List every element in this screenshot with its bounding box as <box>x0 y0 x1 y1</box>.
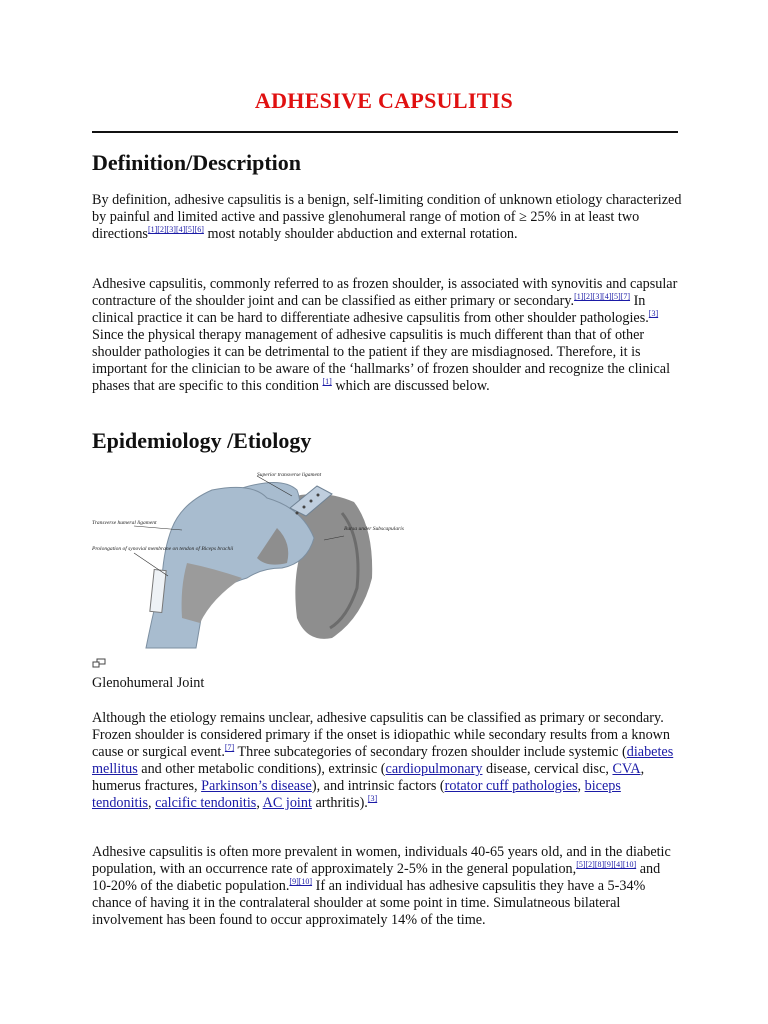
citation-link[interactable]: [7] <box>224 743 235 752</box>
text: , <box>577 778 585 794</box>
link-cva[interactable]: CVA <box>612 761 641 777</box>
citation-link[interactable]: [1] <box>322 377 332 386</box>
definition-heading: Definition/Description <box>92 150 301 175</box>
text: which are discussed below. <box>331 378 490 394</box>
text: Although the etiology remains unclear, adhesive capsulitis can be classified as primary or secondary. Frozen shoulder is considered primary if the onset is idiopathic while secondary results from a known cause or surgical event. <box>92 710 671 760</box>
text: Adhesive capsulitis, commonly referred to as frozen shoulder, is associated with synovitis and capsular contracture of the shoulder joint and can be classified as either primary or secondary. <box>92 276 678 309</box>
text: and other metabolic conditions), extrinsic ( <box>137 761 386 777</box>
epidemiology-heading: Epidemiology /Etiology <box>92 428 312 453</box>
citation-link[interactable]: [1][2][3][4][5][7] <box>574 292 631 301</box>
text: ), and intrinsic factors ( <box>311 778 445 794</box>
glenohumeral-joint-figure <box>92 468 404 648</box>
expand-image-icon[interactable] <box>92 658 106 668</box>
label-synovial-prolongation: Prolongation of synovial membrane on tendon of Biceps brachii <box>92 546 234 552</box>
text: and 10-20% of the diabetic population. <box>92 861 661 894</box>
citation-link[interactable]: [5][2][8][9][4][10] <box>576 860 637 869</box>
citation-link[interactable]: [9][10] <box>289 877 313 886</box>
text: , <box>147 795 156 811</box>
page-title: ADHESIVE CAPSULITIS <box>254 88 514 113</box>
text: If an individual has adhesive capsulitis they have a 5-34% chance of having it in the contralateral shoulder at some point in time. Simulatneous bilateral involvement has been found to occur approximately 14% of the time. <box>92 878 646 928</box>
label-transverse-humeral-ligament: Transverse humeral ligament <box>92 520 157 526</box>
label-superior-transverse-ligament: Superior transverse ligament <box>257 472 322 478</box>
text: Since the physical therapy management of adhesive capsulitis is much different than that of other shoulder pathologies it can be detrimental to the patient if they are misdiagnosed. Therefore, it is important for the clinician to be aware of the ‘hallmarks’ of frozen shoulder and recognize the clinical phases that are specific to this condition <box>92 327 671 394</box>
epidemiology-paragraph-1 <box>92 710 682 812</box>
text: Three subcategories of secondary frozen shoulder include systemic ( <box>234 744 627 760</box>
text: By definition, adhesive capsulitis is a benign, self-limiting condition of unknown etiology characterized by painful and limited active and passive glenohumeral range of motion of ≥ 25% in at least two directions <box>92 192 682 242</box>
link-calcific-tendonitis[interactable]: calcific tendonitis <box>155 795 257 811</box>
link-cardiopulmonary[interactable]: cardiopulmonary <box>385 761 483 777</box>
citation-link[interactable]: [1][2][3][4][5][6] <box>147 225 204 234</box>
text: arthritis). <box>311 795 368 811</box>
text: Adhesive capsulitis is often more prevalent in women, individuals 40-65 years old, and in the diabetic population, with an occurrence rate of approximately 2-5% in the general population, <box>92 844 671 877</box>
label-bursa: Bursa under Subscapularis <box>344 526 404 532</box>
title-divider <box>92 131 678 133</box>
link-parkinsons-disease[interactable]: Parkinson’s disease <box>201 778 312 794</box>
link-rotator-cuff-pathologies[interactable]: rotator cuff pathologies <box>444 778 578 794</box>
text: In clinical practice it can be hard to differentiate adhesive capsulitis from other shoulder pathologies. <box>92 293 649 326</box>
link-diabetes-mellitus[interactable]: diabetes mellitus <box>92 744 674 777</box>
definition-paragraph-1 <box>92 192 682 243</box>
definition-paragraph-2 <box>92 276 682 395</box>
citation-link[interactable]: [3] <box>648 309 659 318</box>
link-biceps-tendonitis[interactable]: biceps tendonitis <box>92 778 621 811</box>
link-ac-joint[interactable]: AC joint <box>262 795 312 811</box>
figure-caption: Glenohumeral Joint <box>92 675 205 691</box>
epidemiology-paragraph-2 <box>92 844 682 929</box>
text: , <box>256 795 263 811</box>
citation-link[interactable]: [3] <box>367 794 378 803</box>
text: , humerus fractures, <box>92 761 645 794</box>
text: most notably shoulder abduction and external rotation. <box>203 226 518 242</box>
text: disease, cervical disc, <box>482 761 613 777</box>
